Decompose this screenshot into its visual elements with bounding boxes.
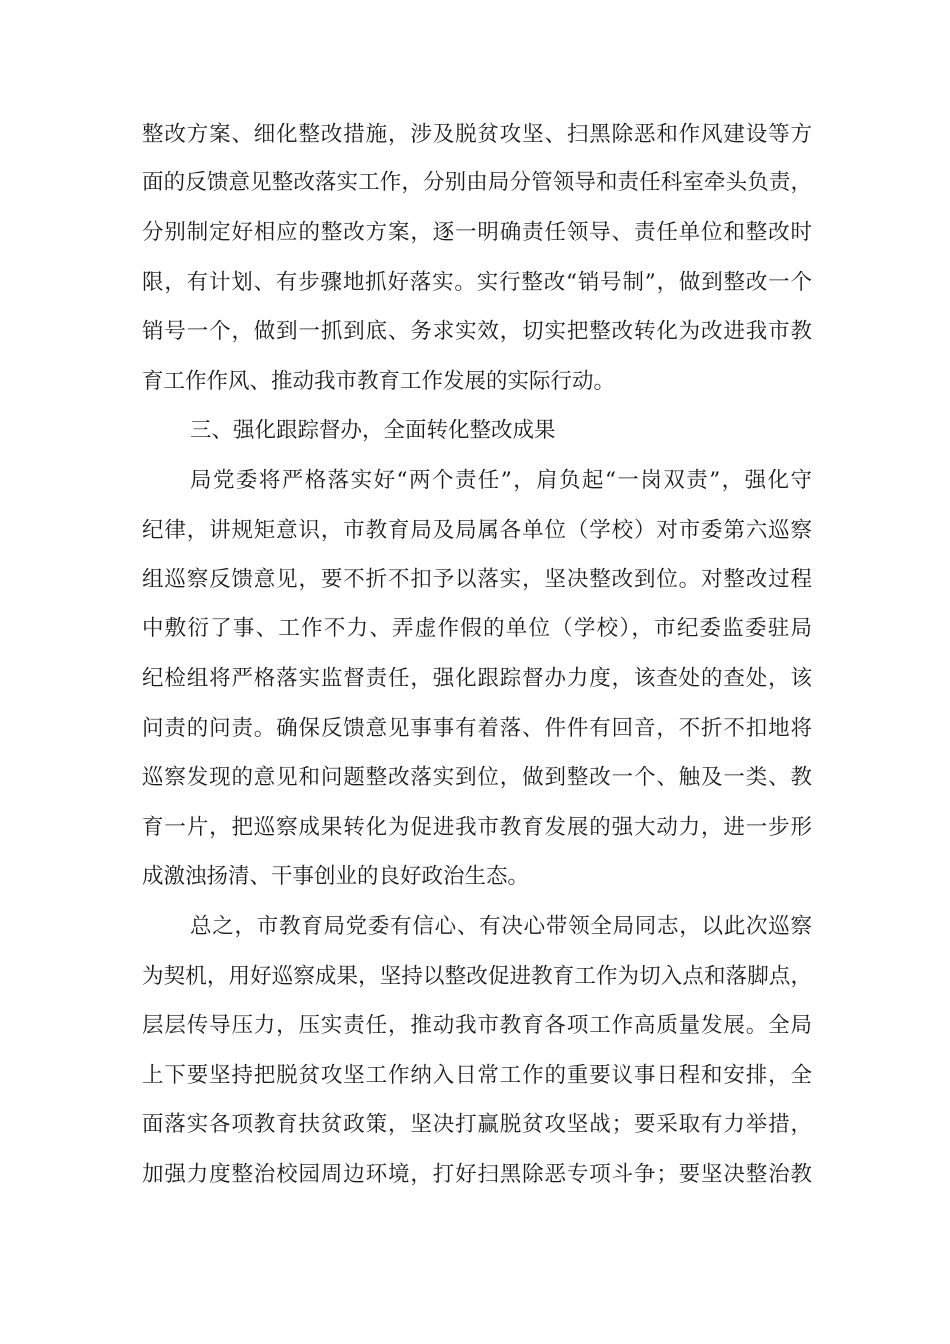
text-line: 纪检组将严格落实监督责任，强化跟踪督办力度，该查处的查处，该 bbox=[142, 666, 812, 691]
text-line: 纪律，讲规矩意识，市教育局及局属各单位（学校）对市委第六巡察 bbox=[142, 518, 812, 543]
text-line: 上下要坚持把脱贫攻坚工作纳入日常工作的重要议事日程和安排，全 bbox=[142, 1063, 812, 1088]
text-line: 面落实各项教育扶贫政策，坚决打赢脱贫攻坚战；要采取有力举措， bbox=[142, 1112, 812, 1137]
text-line: 育工作作风、推动我市教育工作发展的实际行动。 bbox=[142, 369, 616, 394]
text-line: 组巡察反馈意见，要不折不扣予以落实，坚决整改到位。对整改过程 bbox=[142, 567, 812, 592]
section-heading: 三、强化跟踪督办，全面转化整改成果 bbox=[190, 418, 556, 443]
text-line: 育一片，把巡察成果转化为促进我市教育发展的强大动力，进一步形 bbox=[142, 815, 812, 840]
text-line: 中敷衍了事、工作不力、弄虚作假的单位（学校），市纪委监委驻局 bbox=[142, 616, 812, 641]
text-line: 局党委将严格落实好“两个责任”，肩负起“一岗双责”，强化守 bbox=[190, 468, 812, 493]
text-line: 分别制定好相应的整改方案，逐一明确责任领导、责任单位和整改时 bbox=[142, 220, 812, 245]
text-line: 层层传导压力，压实责任，推动我市教育各项工作高质量发展。全局 bbox=[142, 1013, 812, 1038]
text-line: 巡察发现的意见和问题整改落实到位，做到整改一个、触及一类、教 bbox=[142, 765, 812, 790]
text-line: 整改方案、细化整改措施，涉及脱贫攻坚、扫黑除恶和作风建设等方 bbox=[142, 122, 812, 147]
text-line: 为契机，用好巡察成果，坚持以整改促进教育工作为切入点和落脚点， bbox=[142, 964, 812, 989]
text-line: 问责的问责。确保反馈意见事事有着落、件件有回音，不折不扣地将 bbox=[142, 716, 812, 741]
text-line: 总之，市教育局党委有信心、有决心带领全局同志，以此次巡察 bbox=[190, 914, 812, 939]
text-line: 销号一个，做到一抓到底、务求实效，切实把整改转化为改进我市教 bbox=[142, 319, 812, 344]
text-line: 成激浊扬清、干事创业的良好政治生态。 bbox=[142, 864, 530, 889]
text-line: 加强力度整治校园周边环境，打好扫黑除恶专项斗争；要坚决整治教 bbox=[142, 1162, 812, 1187]
text-line: 限，有计划、有步骤地抓好落实。实行整改“销号制”，做到整改一个 bbox=[142, 270, 812, 295]
text-line: 面的反馈意见整改落实工作，分别由局分管领导和责任科室牵头负责， bbox=[142, 170, 812, 195]
